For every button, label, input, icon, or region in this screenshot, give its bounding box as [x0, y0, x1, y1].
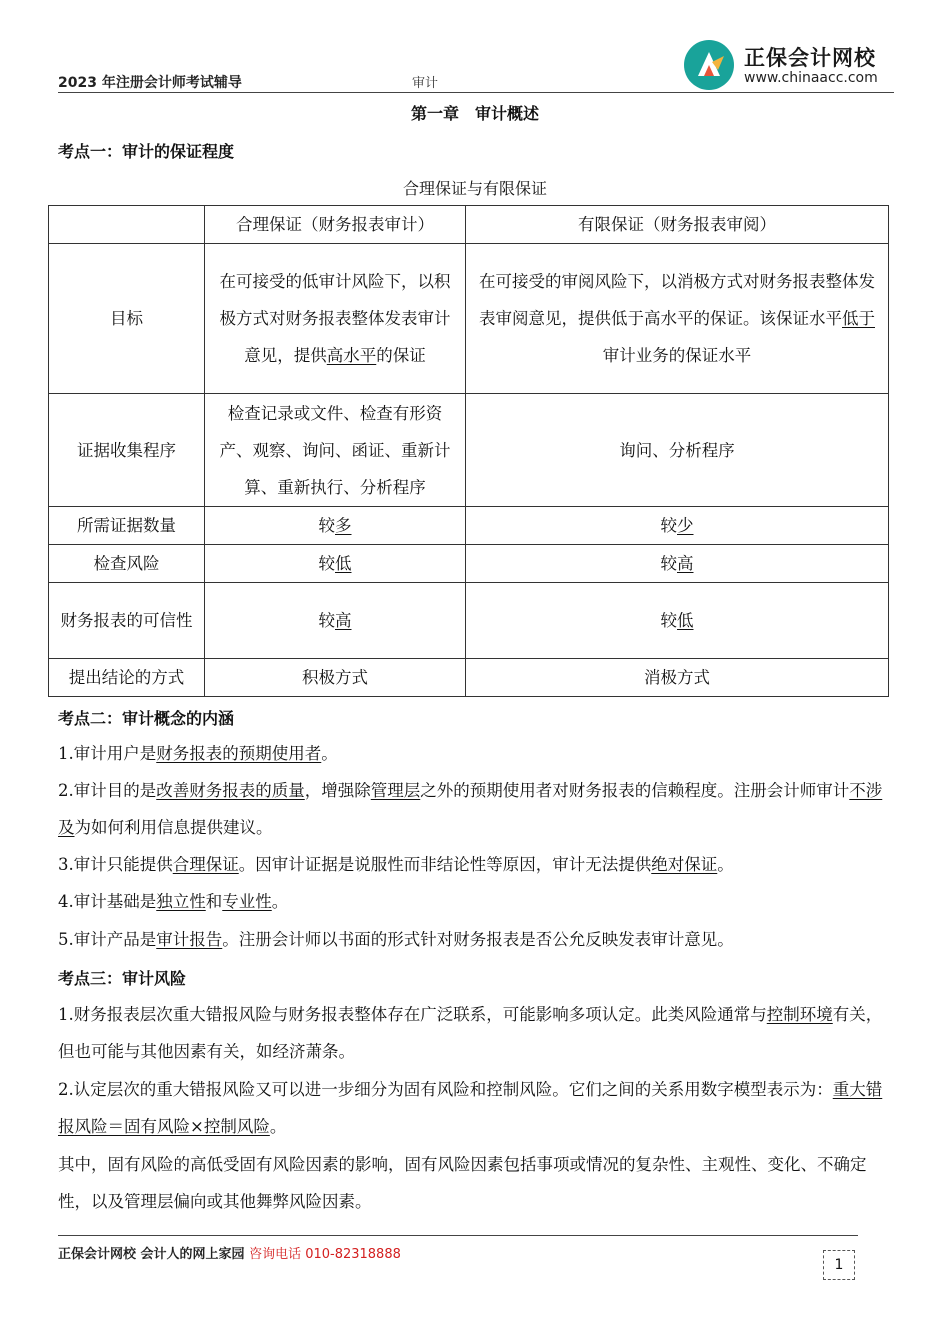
text: 3.审计只能提供 [58, 855, 173, 874]
underlined-term: 不涉及 [58, 781, 883, 837]
table-cell [205, 545, 466, 583]
cell-text: 较 [660, 611, 677, 630]
underlined-term: 低于 [842, 309, 875, 328]
underlined-term: 专业性 [222, 892, 272, 911]
table-cell [466, 583, 889, 659]
table-row [49, 507, 889, 545]
cell-text: 在可接受的审阅风险下，以消极方式对财务报表整体发表审阅意见，提供低于高水平的保证。该保证水平 [479, 272, 875, 328]
concept-item-2 [58, 772, 896, 846]
table-row [49, 659, 889, 697]
underlined-term: 独立性 [156, 892, 206, 911]
assurance-comparison-table [48, 205, 889, 697]
risk-item-2 [58, 1071, 896, 1145]
text: 。 [321, 744, 338, 763]
header-subject: 审计 [412, 76, 439, 91]
table-cell: 积极方式 [205, 659, 466, 697]
cell-text: 较 [660, 554, 677, 573]
text: 2.认定层次的重大错报风险又可以进一步细分为固有风险和控制风险。它们之间的关系用数字模型表示为： [58, 1080, 833, 1099]
text: ，增强除 [304, 781, 371, 800]
section-heading-3: 考点三：审计风险 [58, 969, 187, 988]
cell-text: 较 [660, 516, 677, 535]
table-cell [466, 244, 889, 394]
chapter-title: 第一章 审计概述 [410, 104, 539, 123]
row-label: 提出结论的方式 [49, 659, 205, 697]
row-label: 财务报表的可信性 [49, 583, 205, 659]
underlined-term: 高 [335, 611, 352, 630]
table-cell: 消极方式 [466, 659, 889, 697]
page-number: 1 [823, 1250, 855, 1280]
underlined-term: 重大错报风险＝固有风险×控制风险 [58, 1080, 883, 1136]
underlined-term: 管理层 [370, 781, 421, 800]
cell-text: 较 [318, 611, 335, 630]
text: 有关，但也可能与其他因素有关，如经济萧条。 [58, 1005, 883, 1061]
concept-item-4 [58, 883, 896, 920]
text: 为如何利用信息提供建议。 [74, 818, 273, 837]
table-cell [466, 545, 889, 583]
underlined-term: 合理保证 [172, 855, 239, 874]
table-header-row [49, 206, 889, 244]
table-header-cell: 合理保证（财务报表审计） [205, 206, 466, 244]
logo-icon [684, 40, 734, 90]
table-row [49, 545, 889, 583]
footer-divider [58, 1235, 858, 1236]
text: 。注册会计师以书面的形式针对财务报表是否公允反映发表审计意见。 [222, 930, 734, 949]
cell-text: 较 [318, 554, 335, 573]
footer-hotline: 咨询电话 010-82318888 [249, 1247, 401, 1262]
site-logo[interactable] [684, 40, 894, 92]
logo-url: www.chinaacc.com [744, 70, 878, 86]
concept-item-3 [58, 846, 896, 883]
underlined-term: 绝对保证 [651, 855, 718, 874]
concept-item-1 [58, 735, 896, 772]
cell-text: 较 [318, 516, 335, 535]
table-caption: 合理保证与有限保证 [402, 179, 547, 198]
text: 。 [271, 892, 289, 911]
underlined-term: 财务报表的预期使用者 [156, 744, 322, 763]
risk-item-3: 其中，固有风险的高低受固有风险因素的影响，固有风险因素包括事项或情况的复杂性、主观性、变化、不确定性，以及管理层偏向或其他舞弊风险因素。 [58, 1155, 867, 1211]
text: 。 [717, 855, 734, 874]
text: 2.审计目的是 [58, 781, 157, 800]
underlined-term: 少 [677, 516, 694, 535]
concept-item-5 [58, 921, 896, 958]
text: 和 [205, 892, 223, 911]
risk-item-1 [58, 996, 896, 1070]
row-label: 证据收集程序 [49, 394, 205, 507]
text: 。 [269, 1117, 287, 1136]
table-cell [205, 583, 466, 659]
underlined-term: 高水平 [326, 346, 377, 365]
text: 之外的预期使用者对财务报表的信赖程度。注册会计师审计 [420, 781, 850, 800]
table-cell: 询问、分析程序 [466, 394, 889, 507]
underlined-term: 多 [335, 516, 352, 535]
row-label: 检查风险 [49, 545, 205, 583]
cell-text: 在可接受的低审计风险下，以积极方式对财务报表整体发表审计意见，提供 [219, 272, 451, 365]
table-row [49, 394, 889, 507]
text: 1.财务报表层次重大错报风险与财务报表整体存在广泛联系，可能影响多项认定。此类风险通常与 [58, 1005, 767, 1024]
underlined-term: 低 [677, 611, 694, 630]
table-header-cell: 有限保证（财务报表审阅） [466, 206, 889, 244]
table-header-cell [49, 206, 205, 244]
header-title: 2023 年注册会计师考试辅导 [58, 75, 242, 91]
text: 4.审计基础是 [58, 892, 157, 911]
row-label: 所需证据数量 [49, 507, 205, 545]
text: 。因审计证据是说服性而非结论性等原因，审计无法提供 [238, 855, 652, 874]
footer-text [58, 1243, 401, 1262]
text: 1.审计用户是 [58, 744, 157, 763]
underlined-term: 控制环境 [766, 1005, 833, 1024]
logo-name: 正保会计网校 [744, 46, 876, 70]
table-cell [205, 507, 466, 545]
row-label: 目标 [49, 244, 205, 394]
table-cell [205, 244, 466, 394]
text: 5.审计产品是 [58, 930, 157, 949]
header-divider [58, 92, 894, 93]
section-heading-1: 考点一：审计的保证程度 [58, 142, 235, 161]
footer-brand: 正保会计网校 会计人的网上家园 [58, 1247, 245, 1262]
underlined-term: 低 [335, 554, 352, 573]
underlined-term: 审计报告 [156, 930, 223, 949]
table-cell: 检查记录或文件、检查有形资产、观察、询问、函证、重新计算、重新执行、分析程序 [205, 394, 466, 507]
section-heading-2: 考点二：审计概念的内涵 [58, 709, 235, 728]
table-cell [466, 507, 889, 545]
underlined-term: 高 [677, 554, 694, 573]
table-row [49, 583, 889, 659]
cell-text: 审计业务的保证水平 [602, 346, 752, 365]
cell-text: 的保证 [376, 346, 426, 365]
underlined-term: 改善财务报表的质量 [156, 781, 305, 800]
table-row [49, 244, 889, 394]
